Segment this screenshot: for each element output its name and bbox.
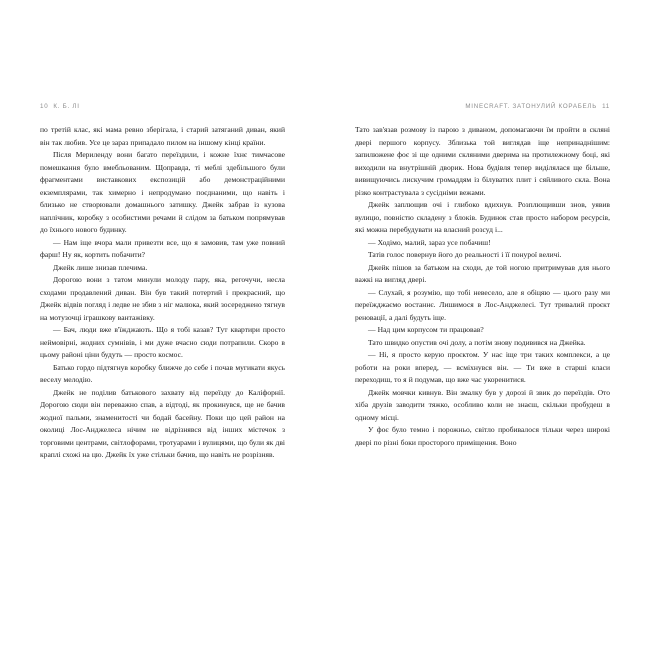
left-running-head [40, 103, 80, 110]
paragraph-dialogue: — Над цим корпусом ти працював? [368, 325, 484, 335]
paragraph-dialogue: — Ходімо, малий, зараз усе побачиш! [368, 237, 491, 247]
right-running-head-title: MINECRAFT. ЗАТОНУЛИЙ КОРАБЕЛЬ [465, 103, 598, 110]
paragraph: Джейк не поділив батькового захвату від переїзду до Каліфорнії. Дорогою сюди він переважно спав, а відтоді, як прокинувся, ще не бачив жодної пальми, знаменитості чи бодай басейну. Поки що цей район на околиці Лос-Анджелеса нічим не відрізнявся від інших містечок з торговими центрами, світлофорами, тротуарами і вулицями, що були як дві краплі схожі на цю. Джейк їх уже стільки бачив, що навіть не розрізняв. [40, 387, 285, 460]
paragraph: Джейк лише знизав плечима. [53, 262, 148, 272]
paragraph: по третій клас, які мама ревно зберігала, і старий затяганий диван, який він так любив. Усе це зараз припадало пилом на іншому кінці країни. [40, 125, 285, 147]
paragraph: У фоє було темно і порожньо, світло пробивалося тільки через широкі двері по різні боки просторого приміщення. Воно [355, 425, 610, 447]
paragraph: Тато швидко опустив очі долу, а потім знову подивився на Джейка. [368, 337, 586, 347]
paragraph-dialogue: — Нам іще вчора мали привезти все, що я замовив, там уже повний фарш! Ну як, кортить побачити? [40, 237, 285, 260]
left-page-number: 10 [40, 103, 49, 110]
paragraph: Джейк пішов за батьком на сходи, де той ногою притримував для нього важкі на вигляд двері. [355, 262, 610, 285]
paragraph-dialogue: — Бач, люди вже в'їжджають. Що я тобі казав? Тут квартири просто неймовірні, жодних сумнівів, і ми дуже вчасно сюди потрапили. Скоро в цьому районі ціни будуть — просто космос. [40, 325, 285, 360]
right-text-column [355, 124, 610, 449]
paragraph: Після Мериленду вони багато переїздили, і кожне їхнє тимчасове помешкання було вмебльованим. Щоправда, ті меблі здебільшого були фрагментами виставкових експозицій або демонстраційними екземплярами, так химерно і непродумано поєднаними, що навіть і близько не створювали домашнього затишку. Джейк забрав із кузова наплічник, коробку з особистими речами й слідом за батьком попрямував до їхнього нового будинку. [40, 150, 285, 235]
paragraph: Дорогою вони з татом минули молоду пару, яка, регочучи, несла сходами продавлений диван. Він був такий потертий і прекрасний, що Джейк відвів погляд і ледве не збив з ніг малюка, який зосереджено тягнув на мотузочці іграшкову вантажівку. [40, 275, 285, 322]
paragraph: Джейк заплющив очі і глибоко вдихнув. Розплющивши знов, уявив вулицю, повністю складену з блоків. Будинок став просто набором ресурсів, які можна перебудувати на власний розсуд і... [355, 200, 610, 235]
paragraph-dialogue: — Слухай, я розумію, що тобі невесело, але я обіцяю — цього разу ми переїжджаємо востаннє. Лишимося в Лос-Анджелесі. Тут тривалий проєкт реновації, а далі будуть іще. [355, 287, 610, 322]
right-page [325, 0, 650, 650]
right-running-head [465, 103, 610, 110]
paragraph-dialogue: — Ні, я просто керую проєктом. У нас іще три таких комплекси, а це роботи на роки вперед, — всміхнувся він. — Ти вже в старші класи переходиш, то я й подумав, що вже час укоренитися. [355, 350, 610, 385]
paragraph: Тато зав'язав розмову із парою з диваном, допомагаючи їм пройти в скляні двері першого корпусу. Зблизька той виглядав іще непринаднішим: запилюжене фоє зі ще одними скляними дверима на протилежному боці, які виходили на внутрішній дворик. Нова будівля тепер виділялася ще більше, вивищуючись лискучим громаддям із білуватих плит і сяйливого скла. Вона різко контрастувала з сусідніми вежами. [355, 125, 610, 197]
left-running-head-title: К. Б. ЛІ [53, 103, 80, 110]
paragraph: Татів голос повернув його до реальності і її понурої величі. [368, 250, 562, 260]
left-text-column [40, 124, 285, 462]
paragraph: Джейк мовчки кивнув. Він змалку був у дорозі й звик до переїздів. Ото хіба друзів заводити тяжко, особливо коли не знаєш, скільки пробудеш в одному місці. [355, 387, 610, 422]
paragraph: Батько гордо підтягнув коробку ближче до себе і почав мугикати якусь веселу мелодію. [40, 362, 285, 385]
right-page-number: 11 [602, 103, 610, 110]
